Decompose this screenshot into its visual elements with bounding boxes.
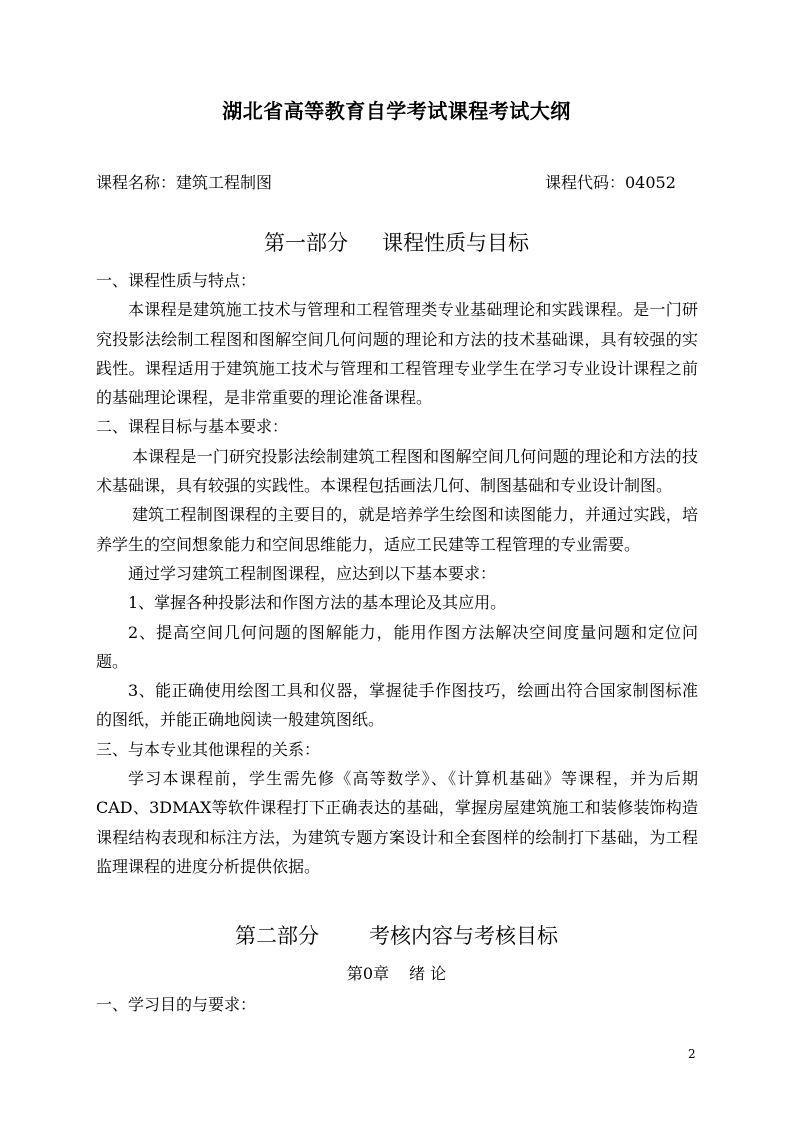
chapter-heading	[0, 961, 793, 984]
course-code: 课程代码：04052	[545, 173, 676, 192]
chapter-label: 第0章	[346, 964, 390, 983]
part-one-body	[96, 266, 698, 881]
list-item: 3、能正确使用绘图工具和仪器，掌握徒手作图技巧，绘画出符合国家制图标准的图纸，并能正确地阅读一般建筑图纸。	[96, 681, 698, 730]
list-item: 1、掌握各种投影法和作图方法的基本理论及其应用。	[128, 593, 507, 613]
section-heading: 一、课程性质与特点：	[96, 271, 257, 290]
paragraph: 本课程是一门研究投影法绘制建筑工程图和图解空间几何问题的理论和方法的技术基础课，具有较强的实践性。本课程包括画法几何、制图基础和专业设计制图。	[96, 446, 698, 496]
course-name: 课程名称：建筑工程制图	[96, 173, 273, 192]
section-heading: 三、与本专业其他课程的关系：	[96, 739, 321, 759]
part-two-heading	[0, 920, 793, 950]
part-one-heading	[0, 227, 793, 257]
section-heading: 二、课程目标与基本要求：	[96, 417, 289, 437]
section-heading: 一、学习目的与要求：	[96, 995, 257, 1014]
part-two-label: 第二部分	[235, 924, 319, 948]
chapter-title: 绪 论	[409, 964, 447, 983]
paragraph: 学习本课程前，学生需先修《高等数学》、《计算机基础》等课程，并为后期CAD、3DMAX等软件课程打下正确表达的基础，掌握房屋建筑施工和装修装饰构造课程结构表现和标注方法，为建筑专题方案设计和全套图样的绘制打下基础，为工程监理课程的进度分析提供依据。	[96, 769, 698, 876]
document-title: 湖北省高等教育自学考试课程考试大纲	[222, 99, 571, 123]
page-number: 2	[688, 1047, 696, 1061]
part-two-title: 考核内容与考核目标	[369, 924, 558, 948]
paragraph: 建筑工程制图课程的主要目的，就是培养学生绘图和读图能力，并通过实践，培养学生的空间想象能力和空间思维能力，适应工民建等工程管理的专业需要。	[96, 505, 698, 554]
paragraph: 本课程是建筑施工技术与管理和工程管理类专业基础理论和实践课程。是一门研究投影法绘制工程图和图解空间几何问题的理论和方法的技术基础课，具有较强的实践性。课程适用于建筑施工技术与管理和工程管理专业学生在学习专业设计课程之前的基础理论课程，是非常重要的理论准备课程。	[96, 300, 698, 408]
paragraph: 通过学习建筑工程制图课程，应达到以下基本要求：	[128, 563, 497, 583]
list-item: 2、提高空间几何问题的图解能力，能用作图方法解决空间度量问题和定位问题。	[96, 622, 698, 671]
part-one-label: 第一部分	[264, 231, 348, 255]
part-one-title: 课程性质与目标	[382, 231, 529, 255]
